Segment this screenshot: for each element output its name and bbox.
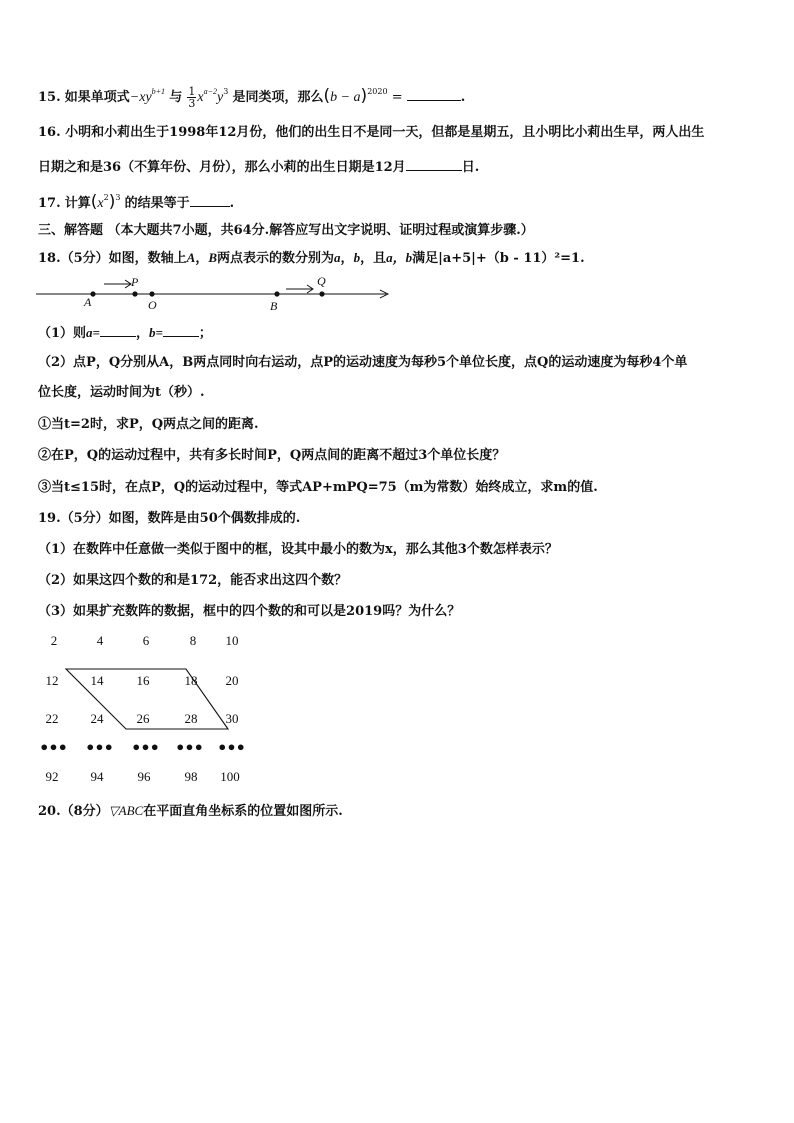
question-20 [38,802,343,821]
q17-end: . [229,196,235,211]
q18-header-mid: 两点表示的数分别为 [217,251,335,266]
array-cell: 10 [225,633,239,648]
q15-number: 15. [38,90,61,105]
q19-part-3: （3）如果扩充数阵的数据，框中的四个数的和可以是2019吗？为什么？ [38,604,461,619]
label-p: P [131,275,139,289]
question-19-header: 19.（5分）如图，数阵是由50个偶数排成的. [38,511,301,526]
q15-monomial-1-exponent: b+1 [151,87,166,96]
array-cell: 24 [90,711,104,726]
q16-text-line-1: 小明和小莉出生于1998年12月份，他们的出生日不是同一天，但都是星期五，且小明比小莉出生早，两人出生 [65,125,705,140]
q17-text-post: 的结果等于 [124,196,190,211]
label-o: O [148,298,157,312]
q15-frac-denominator: 3 [188,97,196,110]
q20-prefix: 20.（8分） [38,804,109,819]
array-cell: 6 [142,633,150,648]
array-cell: 30 [225,711,239,726]
q15-right-paren: ) [360,86,368,106]
question-18-header: 18.（5分）如图，数轴上A，B两点表示的数分别为a，b，且a，b满足|a+5|+（b - 11）²=1. [38,250,585,266]
array-cell: 4 [96,633,104,648]
q18-subpart-1: ①当t=2时，求P，Q两点之间的距离. [38,417,259,432]
q18-condition-2: 满足|a+5|+（b - 11）²=1. [412,251,585,266]
array-cell: 96 [137,769,151,784]
q15-left-paren: ( [323,86,331,106]
q17-inner-exponent: 2 [103,193,109,202]
label-b: B [270,299,278,313]
q20-text: 在平面直角坐标系的位置如图所示. [143,804,343,819]
array-cell: 26 [136,711,150,726]
q18-part-2-line-2: 位长度，运动时间为t（秒）. [38,385,205,400]
q20-triangle: ▽ABC [108,803,144,818]
q18-p1-end: ； [198,326,212,341]
q18-p1-a: a= [86,325,100,340]
q18-header-pre: 18.（5分）如图，数轴上 [38,251,187,266]
q18-subpart-3: ③当t≤15时，在点P，Q的运动过程中，等式AP+mPQ=75（m为常数）始终成立，求m的值. [38,480,598,495]
q15-expression-exponent: 2020 [367,87,388,96]
q15-monomial-2-y-exponent: 3 [223,87,229,96]
q19-part-1: （1）在数阵中任意做一类似于图中的框，设其中最小的数为x，那么其他3个数怎样表示？ [38,542,558,557]
q17-text-pre: 计算 [64,196,91,211]
array-ellipsis: ••• [131,738,159,757]
section-3-header: 三、解答题 （本大题共7小题，共64分.解答应写出文字说明、证明过程或演算步骤.） [38,223,534,238]
q18-p1-text: （1）则 [38,326,87,341]
q16-number: 16. [38,125,61,140]
q15-equals: = [391,90,403,105]
array-cell: 12 [45,673,59,688]
array-cell: 20 [225,673,239,688]
q18-p1-b: b= [148,325,163,340]
q18-var-ab: a，b [386,250,413,265]
q15-text-pre: 如果单项式 [64,90,130,105]
q16-text-line-2-end: 日. [461,160,480,175]
array-cell: 28 [184,711,198,726]
label-q: Q [317,274,326,288]
q18-part-1: （1）则a= ，b= ； [38,325,212,341]
q15-frac-numerator: 1 [188,85,196,98]
q18-point-b: B [208,250,218,265]
q16-text-line-2: 日期之和是36（不算年份、月份），那么小莉的出生日期是12月 [38,160,406,175]
q19-part-2: （2）如果这四个数的和是172，能否求出这四个数？ [38,573,348,588]
array-cell: 92 [45,769,59,784]
q15-expression: b − a [330,90,361,105]
array-ellipsis: ••• [85,738,113,757]
q17-base: x [97,196,104,211]
q18-point-a: A [186,250,196,265]
array-cell: 14 [90,673,104,688]
array-cell: 18 [184,673,198,688]
q15-end: . [460,90,466,105]
q17-outer-exponent: 3 [115,193,121,202]
q15-monomial-1: −xy [129,90,152,105]
array-cell: 8 [189,633,197,648]
q15-text-mid: 与 [169,90,183,105]
array-cell: 94 [90,769,104,784]
array-cell: 22 [45,711,59,726]
q15-monomial-2-x-exponent: a−2 [203,87,217,96]
q18-var-a: a [334,250,341,265]
q17-number: 17. [38,196,61,211]
q18-condition: ，且 [360,251,387,266]
array-ellipsis: ••• [175,738,203,757]
array-ellipsis: ••• [39,738,67,757]
array-cell: 100 [220,769,240,784]
q18-comma: ， [195,251,209,266]
array-cell: 98 [184,769,198,784]
array-cell: 16 [136,673,150,688]
q17-right-paren: ) [108,192,116,212]
q18-part-2-line-1: （2）点P，Q分别从A，B两点同时向右运动，点P的运动速度为每秒5个单位长度，点Q的运动速度为每秒4个单 [38,355,688,370]
array-cell: 2 [50,633,58,648]
array-ellipsis: ••• [217,738,245,757]
q17-left-paren: ( [90,192,98,212]
label-a: A [84,295,92,309]
q18-var-b: b [353,250,361,265]
q15-text-post: 是同类项，那么 [232,90,324,105]
q15-monomial-2-x: x [197,90,204,105]
q18-subpart-2: ②在P，Q的运动过程中，共有多长时间P，Q两点间的距离不超过3个单位长度？ [38,448,506,463]
q15-monomial-2-y: y [216,90,224,105]
